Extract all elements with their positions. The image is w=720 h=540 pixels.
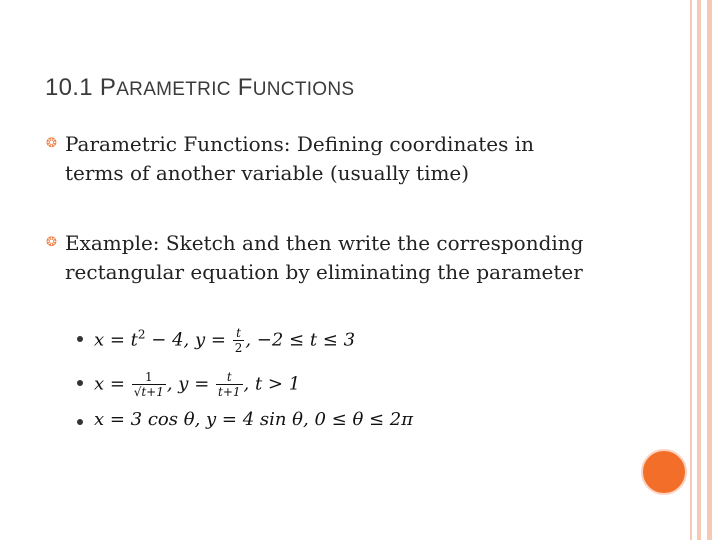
slide-title: [45, 74, 354, 102]
bullet-text: Parametric Functions: Defining coordinates in terms of another variable (usually time): [65, 132, 535, 185]
border-stripe: [707, 0, 712, 540]
bullet-text: Example: Sketch and then write the corresponding rectangular equation by eliminating the parameter: [65, 231, 584, 284]
title-word2-rest: UNCTIONS: [252, 79, 355, 100]
border-stripe: [697, 0, 701, 540]
accent-circle: [641, 449, 687, 495]
bullet-flower-icon: ❂: [46, 235, 57, 250]
bullet-flower-icon: ❂: [46, 136, 57, 151]
title-word1-rest: ARAMETRIC: [116, 79, 231, 100]
title-word2-cap: F: [230, 74, 253, 101]
equation-2: x = $\frac{1}{√t+1}$ , y = $\frac{t}{t+1}$ , t > 1: [94, 370, 301, 399]
title-word1-cap: P: [99, 74, 117, 101]
sub-bullet-dot: [77, 336, 83, 342]
border-stripe: [690, 0, 692, 540]
equation-1: $x = t^2 - 4$, y = $\frac{t}{2}$ , −2 ≤ t ≤ 3: [94, 326, 356, 355]
equation-3: x = 3 cos θ, y = 4 sin θ, 0 ≤ θ ≤ 2π: [94, 409, 414, 430]
title-number: 10.1: [45, 74, 100, 101]
sub-bullet-dot: [77, 419, 83, 425]
sub-bullet-dot: [77, 380, 83, 386]
